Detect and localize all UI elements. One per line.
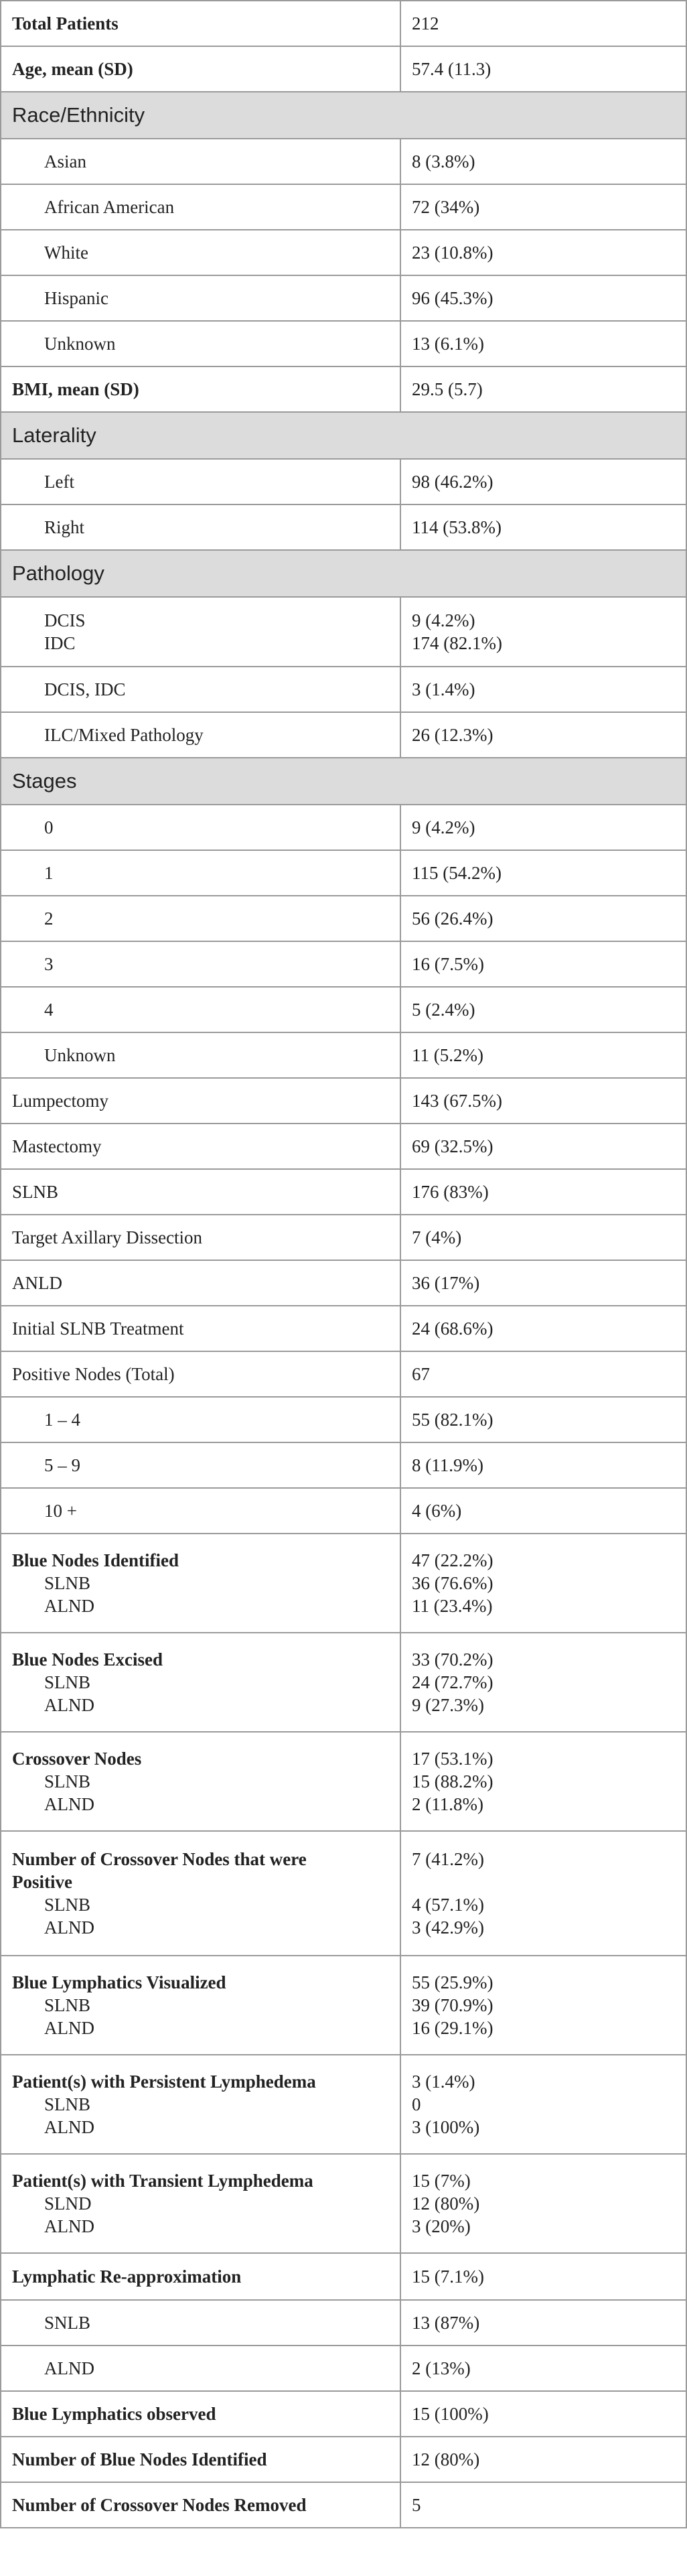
row-label <box>1 2154 400 2253</box>
sub-label: SLNB <box>44 2094 91 2114</box>
table-row <box>1 2055 686 2154</box>
row-label: SLNB <box>1 1169 400 1215</box>
table-row <box>1 1442 686 1488</box>
sub-label: ALND <box>44 2216 94 2236</box>
row-label: Blue Lymphatics observed <box>1 2391 400 2437</box>
table-row <box>1 1032 686 1078</box>
row-value <box>400 1732 686 1831</box>
sub-label: SLNB <box>44 1672 91 1692</box>
sub-value: 2 (11.8%) <box>412 1794 483 1814</box>
group-title: Crossover Nodes <box>12 1749 142 1769</box>
table-row <box>1 987 686 1032</box>
row-label: Unknown <box>1 321 400 366</box>
sub-value: 11 (23.4%) <box>412 1596 493 1616</box>
row-value: 114 (53.8%) <box>400 504 686 550</box>
section-header <box>1 92 686 139</box>
section-title: Laterality <box>1 412 686 459</box>
table-row <box>1 184 686 230</box>
group-title: Positive <box>12 1872 72 1892</box>
sub-label: SLNB <box>44 1895 91 1915</box>
sub-label: ALND <box>44 1794 94 1814</box>
row-value: 5 <box>400 2482 686 2528</box>
group-value: 7 (41.2%) <box>412 1849 484 1869</box>
table-row <box>1 1169 686 1215</box>
group-value: 55 (25.9%) <box>412 1972 493 1992</box>
group-value: 33 (70.2%) <box>412 1649 493 1670</box>
table-row <box>1 1956 686 2055</box>
sub-value: 36 (76.6%) <box>412 1573 493 1593</box>
row-label: 3 <box>1 941 400 987</box>
row-label <box>1 597 400 667</box>
group-value: 47 (22.2%) <box>412 1550 493 1570</box>
row-label <box>1 1633 400 1732</box>
row-value: 9 (4.2%) <box>400 805 686 850</box>
table-row <box>1 1732 686 1831</box>
row-value <box>400 597 686 667</box>
section-title: Race/Ethnicity <box>1 92 686 139</box>
row-label: SNLB <box>1 2300 400 2346</box>
row-label: 0 <box>1 805 400 850</box>
table-row <box>1 2482 686 2528</box>
row-label: 5 – 9 <box>1 1442 400 1488</box>
row-label: 10 + <box>1 1488 400 1534</box>
row-label-line: IDC <box>44 633 76 653</box>
row-value: 72 (34%) <box>400 184 686 230</box>
row-label: Right <box>1 504 400 550</box>
table-row <box>1 941 686 987</box>
table-row <box>1 1260 686 1306</box>
table-row <box>1 46 686 92</box>
row-value: 115 (54.2%) <box>400 850 686 896</box>
sub-label: SLNB <box>44 1995 91 2015</box>
table-row <box>1 1215 686 1260</box>
row-value <box>400 1633 686 1732</box>
sub-label: ALND <box>44 2018 94 2038</box>
row-label: ILC/Mixed Pathology <box>1 712 400 758</box>
row-value: 7 (4%) <box>400 1215 686 1260</box>
row-value <box>400 2154 686 2253</box>
row-value: 67 <box>400 1351 686 1397</box>
table-row <box>1 1078 686 1124</box>
row-label: Lymphatic Re-approximation <box>1 2253 400 2300</box>
row-label: Total Patients <box>1 1 400 46</box>
row-label: Positive Nodes (Total) <box>1 1351 400 1397</box>
sub-value: 24 (72.7%) <box>412 1672 493 1692</box>
row-value: 16 (7.5%) <box>400 941 686 987</box>
row-label: ANLD <box>1 1260 400 1306</box>
row-label: Mastectomy <box>1 1124 400 1169</box>
row-value: 8 (3.8%) <box>400 139 686 184</box>
sub-label: SLNB <box>44 1573 91 1593</box>
group-value: 3 (1.4%) <box>412 2072 475 2092</box>
row-label: 2 <box>1 896 400 941</box>
row-label: Asian <box>1 139 400 184</box>
table-row <box>1 667 686 712</box>
section-header <box>1 550 686 597</box>
table-row <box>1 366 686 412</box>
table-row <box>1 2346 686 2391</box>
row-label: Initial SLNB Treatment <box>1 1306 400 1351</box>
row-label-line: DCIS <box>44 610 86 630</box>
table-row <box>1 896 686 941</box>
row-value: 98 (46.2%) <box>400 459 686 504</box>
row-value: 55 (82.1%) <box>400 1397 686 1442</box>
table-row <box>1 712 686 758</box>
group-title: Number of Crossover Nodes that were <box>12 1849 307 1869</box>
row-value: 23 (10.8%) <box>400 230 686 275</box>
row-value: 5 (2.4%) <box>400 987 686 1032</box>
table-row <box>1 1 686 46</box>
sub-value: 4 (57.1%) <box>412 1895 484 1915</box>
row-label <box>1 1956 400 2055</box>
section-header <box>1 412 686 459</box>
row-value: 96 (45.3%) <box>400 275 686 321</box>
row-value <box>400 1831 686 1956</box>
row-value: 143 (67.5%) <box>400 1078 686 1124</box>
row-value: 15 (100%) <box>400 2391 686 2437</box>
sub-label: SLND <box>44 2193 92 2214</box>
table-row <box>1 139 686 184</box>
row-value <box>400 1534 686 1633</box>
row-value: 12 (80%) <box>400 2437 686 2482</box>
sub-label: ALND <box>44 1596 94 1616</box>
row-label: Age, mean (SD) <box>1 46 400 92</box>
row-label <box>1 1732 400 1831</box>
row-value: 36 (17%) <box>400 1260 686 1306</box>
row-value: 2 (13%) <box>400 2346 686 2391</box>
sub-label: ALND <box>44 2117 94 2137</box>
row-value: 4 (6%) <box>400 1488 686 1534</box>
table-row <box>1 2154 686 2253</box>
row-value <box>400 1956 686 2055</box>
table-row <box>1 230 686 275</box>
row-label: Hispanic <box>1 275 400 321</box>
row-value: 69 (32.5%) <box>400 1124 686 1169</box>
row-label: 1 – 4 <box>1 1397 400 1442</box>
sub-value: 39 (70.9%) <box>412 1995 493 2015</box>
row-label: Unknown <box>1 1032 400 1078</box>
row-value: 8 (11.9%) <box>400 1442 686 1488</box>
table-row <box>1 2253 686 2300</box>
table-row <box>1 1124 686 1169</box>
row-label: Number of Blue Nodes Identified <box>1 2437 400 2482</box>
sub-label: ALND <box>44 1917 94 1938</box>
table-row <box>1 2437 686 2482</box>
row-value: 56 (26.4%) <box>400 896 686 941</box>
table-row <box>1 850 686 896</box>
table-row <box>1 805 686 850</box>
row-label: ALND <box>1 2346 400 2391</box>
section-title: Stages <box>1 758 686 805</box>
sub-value: 9 (27.3%) <box>412 1695 484 1715</box>
sub-value: 12 (80%) <box>412 2193 480 2214</box>
row-label: DCIS, IDC <box>1 667 400 712</box>
row-label: Left <box>1 459 400 504</box>
row-label: African American <box>1 184 400 230</box>
group-title: Patient(s) with Persistent Lymphedema <box>12 2072 316 2092</box>
row-label: Number of Crossover Nodes Removed <box>1 2482 400 2528</box>
row-label: 4 <box>1 987 400 1032</box>
table-row <box>1 275 686 321</box>
sub-value: 3 (20%) <box>412 2216 471 2236</box>
table-row <box>1 459 686 504</box>
row-value-line: 9 (4.2%) <box>412 610 475 630</box>
row-value-line: 174 (82.1%) <box>412 633 502 653</box>
row-value: 176 (83%) <box>400 1169 686 1215</box>
row-label <box>1 2055 400 2154</box>
spacer <box>412 1871 686 1893</box>
section-header <box>1 758 686 805</box>
table-row <box>1 1397 686 1442</box>
sub-value: 16 (29.1%) <box>412 2018 493 2038</box>
row-label: Target Axillary Dissection <box>1 1215 400 1260</box>
row-value: 29.5 (5.7) <box>400 366 686 412</box>
row-label <box>1 1831 400 1956</box>
table-row <box>1 2300 686 2346</box>
row-label <box>1 1534 400 1633</box>
group-title: Blue Nodes Identified <box>12 1550 179 1570</box>
table-row <box>1 597 686 667</box>
sub-value: 0 <box>412 2094 421 2114</box>
group-value: 15 (7%) <box>412 2171 471 2191</box>
row-value: 15 (7.1%) <box>400 2253 686 2300</box>
row-value: 57.4 (11.3) <box>400 46 686 92</box>
sub-value: 15 (88.2%) <box>412 1771 493 1791</box>
sub-value: 3 (100%) <box>412 2117 480 2137</box>
table-row <box>1 2391 686 2437</box>
row-value: 24 (68.6%) <box>400 1306 686 1351</box>
row-value <box>400 2055 686 2154</box>
sub-label: ALND <box>44 1695 94 1715</box>
row-value: 212 <box>400 1 686 46</box>
row-label: White <box>1 230 400 275</box>
group-title: Patient(s) with Transient Lymphedema <box>12 2171 313 2191</box>
table-row <box>1 1831 686 1956</box>
group-title: Blue Lymphatics Visualized <box>12 1972 226 1992</box>
sub-value: 3 (42.9%) <box>412 1917 484 1938</box>
table-row <box>1 1488 686 1534</box>
group-title: Blue Nodes Excised <box>12 1649 163 1670</box>
sub-label: SLNB <box>44 1771 91 1791</box>
table-row <box>1 504 686 550</box>
row-value: 13 (87%) <box>400 2300 686 2346</box>
row-value: 3 (1.4%) <box>400 667 686 712</box>
table-row <box>1 1534 686 1633</box>
row-value: 11 (5.2%) <box>400 1032 686 1078</box>
row-label: Lumpectomy <box>1 1078 400 1124</box>
row-value: 13 (6.1%) <box>400 321 686 366</box>
table-row <box>1 1351 686 1397</box>
table-row <box>1 321 686 366</box>
section-title: Pathology <box>1 550 686 597</box>
row-value: 26 (12.3%) <box>400 712 686 758</box>
group-value: 17 (53.1%) <box>412 1749 493 1769</box>
row-label: BMI, mean (SD) <box>1 366 400 412</box>
table-row <box>1 1306 686 1351</box>
table-row <box>1 1633 686 1732</box>
row-label: 1 <box>1 850 400 896</box>
